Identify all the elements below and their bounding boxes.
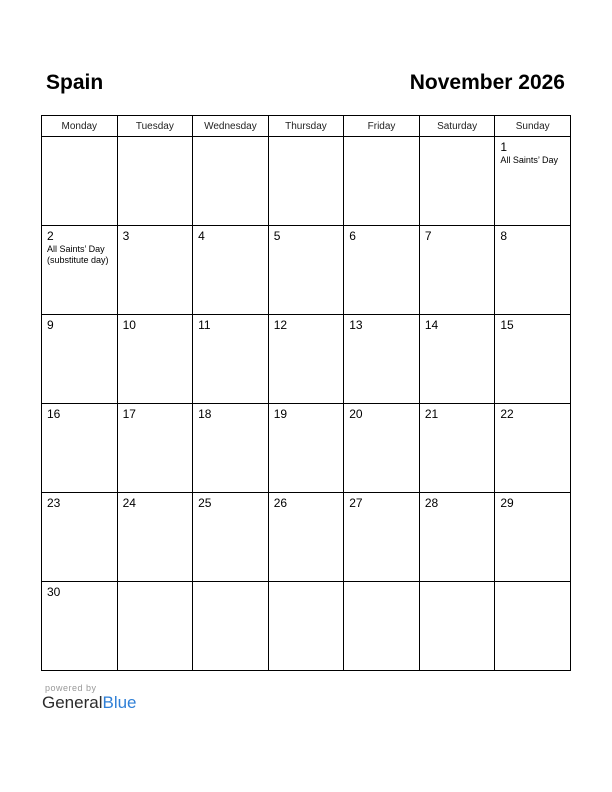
day-cell xyxy=(268,315,344,404)
day-number: 17 xyxy=(122,407,136,421)
day-number: 16 xyxy=(47,407,61,421)
day-cell xyxy=(193,315,269,404)
powered-by-label: powered by xyxy=(45,683,97,693)
holiday-label: All Saints’ Day xyxy=(500,155,559,165)
day-number: 21 xyxy=(424,407,439,421)
day-number: 24 xyxy=(122,496,136,510)
generalblue-logo xyxy=(42,693,137,713)
day-cell xyxy=(193,493,269,582)
day-cell xyxy=(42,315,118,404)
weekday-header: Saturday xyxy=(419,116,495,137)
day-number: 29 xyxy=(500,496,514,510)
day-cell xyxy=(268,137,344,226)
day-cell xyxy=(495,582,571,671)
day-number: 12 xyxy=(273,318,288,332)
day-cell xyxy=(268,582,344,671)
day-cell xyxy=(117,226,193,315)
day-cell xyxy=(117,404,193,493)
holiday-label: All Saints’ Day (substitute day) xyxy=(47,244,109,265)
day-cell xyxy=(419,226,495,315)
day-cell xyxy=(419,137,495,226)
day-number: 15 xyxy=(500,318,514,332)
day-number: 27 xyxy=(349,496,363,510)
day-cell xyxy=(42,226,118,315)
day-cell xyxy=(268,404,344,493)
weekday-header: Thursday xyxy=(268,116,344,137)
weekday-header: Tuesday xyxy=(117,116,193,137)
weekday-header: Monday xyxy=(42,116,118,137)
day-cell xyxy=(495,493,571,582)
day-cell xyxy=(419,493,495,582)
day-cell xyxy=(344,315,420,404)
day-cell xyxy=(193,404,269,493)
calendar-grid xyxy=(41,115,571,671)
day-cell xyxy=(419,582,495,671)
day-number: 28 xyxy=(424,496,439,510)
day-number: 4 xyxy=(198,229,205,243)
day-cell xyxy=(268,493,344,582)
day-number: 30 xyxy=(47,585,61,599)
day-number: 9 xyxy=(47,318,54,332)
week-row xyxy=(42,493,571,582)
brand-general-text: General xyxy=(42,693,103,712)
day-number: 5 xyxy=(273,229,281,243)
day-cell xyxy=(495,404,571,493)
day-number: 20 xyxy=(349,407,363,421)
day-number: 2 xyxy=(47,229,54,243)
day-cell xyxy=(193,137,269,226)
day-cell xyxy=(117,137,193,226)
day-number: 11 xyxy=(198,318,211,332)
day-cell xyxy=(419,404,495,493)
day-number: 3 xyxy=(122,229,130,243)
day-cell xyxy=(495,226,571,315)
weekday-header: Wednesday xyxy=(193,116,269,137)
week-row xyxy=(42,226,571,315)
week-row xyxy=(42,315,571,404)
weekday-header-row xyxy=(42,116,571,137)
day-number: 18 xyxy=(198,407,212,421)
day-number: 10 xyxy=(122,318,136,332)
day-number: 14 xyxy=(424,318,439,332)
day-number: 6 xyxy=(349,229,356,243)
day-cell xyxy=(42,582,118,671)
day-cell xyxy=(344,137,420,226)
day-number: 26 xyxy=(273,496,288,510)
day-number: 8 xyxy=(500,229,508,243)
day-cell xyxy=(193,226,269,315)
day-number: 22 xyxy=(500,407,514,421)
day-cell xyxy=(268,226,344,315)
day-cell xyxy=(495,315,571,404)
day-cell xyxy=(344,226,420,315)
day-cell xyxy=(344,493,420,582)
day-cell xyxy=(495,137,571,226)
day-cell xyxy=(117,493,193,582)
day-cell xyxy=(42,404,118,493)
month-year-title: November 2026 xyxy=(409,71,565,94)
day-number: 25 xyxy=(198,496,212,510)
week-row xyxy=(42,137,571,226)
day-cell xyxy=(42,137,118,226)
week-row xyxy=(42,582,571,671)
week-row xyxy=(42,404,571,493)
weekday-header: Sunday xyxy=(495,116,571,137)
day-number: 13 xyxy=(349,318,363,332)
day-cell xyxy=(344,404,420,493)
country-title: Spain xyxy=(46,71,104,94)
day-number: 7 xyxy=(424,229,432,243)
day-number: 19 xyxy=(273,407,288,421)
day-cell xyxy=(42,493,118,582)
day-cell xyxy=(117,582,193,671)
day-number: 23 xyxy=(47,496,61,510)
day-cell xyxy=(193,582,269,671)
day-cell xyxy=(344,582,420,671)
weekday-header: Friday xyxy=(344,116,420,137)
day-cell xyxy=(117,315,193,404)
brand-blue-text: Blue xyxy=(102,693,137,712)
day-cell xyxy=(419,315,495,404)
day-number: 1 xyxy=(500,140,508,154)
